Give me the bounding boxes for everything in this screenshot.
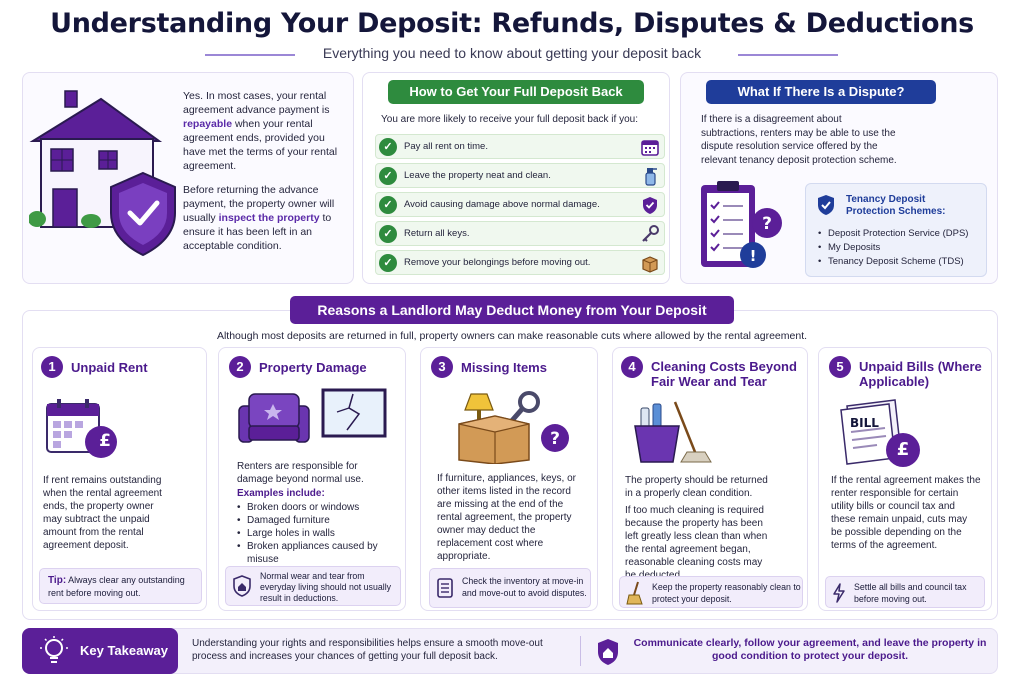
reason-text: If the rental agreement makes the renter responsible for certain utility bills or council tax and these remain unpaid, cuts may be possible depending on the terms of the agreement. (831, 475, 981, 551)
step-number: 4 (621, 356, 643, 378)
bill-label: BILL (850, 416, 879, 430)
list-item: • My Deposits (818, 241, 986, 255)
reason-card-unpaid-rent (32, 347, 207, 611)
tip-box (619, 576, 803, 608)
reasons-heading: Reasons a Landlord May Deduct Money from Your Deposit (290, 296, 734, 324)
schemes-box (805, 183, 987, 277)
step-number: 3 (431, 356, 453, 378)
list-item: • Broken doors or windows (237, 501, 387, 514)
calendar-icon (640, 137, 660, 157)
intro-paragraph-2: Before returning the advance payment, the property owner will usually inspect the property to ensure it has been left in an acceptable condition. (183, 184, 335, 252)
reason-title: Property Damage (259, 360, 367, 375)
tip-text: Keep the property reasonably clean to protect your deposit. (652, 582, 801, 604)
reason-title: Unpaid Bills (Where Applicable) (859, 359, 982, 389)
takeaway-text: Understanding your rights and responsibilities helps ensure a smooth move-out process and increases your chances of getting your full deposit back. (192, 638, 543, 662)
reason-card-missing-items (420, 347, 598, 611)
check-icon: ✓ (379, 167, 397, 185)
tip-text: Always clear any outstanding rent before moving out. (48, 575, 185, 598)
list-item: • Tenancy Deposit Scheme (TDS) (818, 255, 986, 269)
shield-icon (640, 195, 660, 215)
reason-card-unpaid-bills (818, 347, 992, 611)
house-shield-icon (29, 89, 187, 265)
subtitle-divider-right (738, 54, 838, 56)
check-icon: ✓ (379, 254, 397, 272)
takeaway-label: Key Takeaway (80, 643, 168, 658)
check-icon: ✓ (379, 196, 397, 214)
list-item: ✓ Avoid causing damage above normal damage. (375, 192, 665, 217)
dispute-card (680, 72, 998, 284)
dispute-text: If there is a disagreement about subtractions, renters may be able to use the dispute resolution service offered by the relevant tenancy deposit protection scheme. (701, 114, 897, 166)
reason-text: If rent remains outstanding when the rental agreement ends, the property owner may subtract the unpaid amount from the rental agreement deposit. (43, 475, 162, 551)
tip-box (825, 576, 985, 608)
box-icon (640, 253, 660, 273)
list-item: ✓ Pay all rent on time. (375, 134, 665, 159)
list-item: ✓ Return all keys. (375, 221, 665, 246)
tip-box (39, 568, 202, 604)
shield-check-icon (816, 194, 836, 216)
page-subtitle: Everything you need to know about getting your deposit back (322, 45, 702, 61)
key-icon (640, 224, 660, 244)
house-shield-small-icon (232, 575, 252, 597)
tip-box (429, 568, 591, 608)
reason-text: If furniture, appliances, keys, or other items listed in the record are missing at the end of the rental agreement, the property owner may deduct the replacement cost where appropriate. (437, 473, 576, 562)
takeaway-label-box (22, 628, 178, 674)
examples-label: Examples include: (237, 488, 325, 499)
page-title: Understanding Your Deposit: Refunds, Disputes & Deductions (50, 8, 974, 39)
list-item: • Deposit Protection Service (DPS) (818, 227, 986, 241)
check-icon: ✓ (379, 138, 397, 156)
svg-text:!: ! (749, 247, 757, 265)
step-number: 2 (229, 356, 251, 378)
list-item: ✓ Leave the property neat and clean. (375, 163, 665, 188)
schemes-title: Tenancy Deposit Protection Schemes: (846, 194, 946, 217)
step-number: 5 (829, 356, 851, 378)
spray-bottle-icon (640, 166, 660, 186)
reason-text: Renters are responsible for damage beyond normal use. (237, 461, 364, 485)
pound-icon: £ (896, 439, 910, 460)
shield-house-icon (596, 638, 620, 666)
divider (580, 636, 581, 666)
intro-card (22, 72, 354, 284)
list-item: • Large holes in walls (237, 527, 387, 540)
checklist-icon (436, 577, 454, 599)
box-lamp-key-icon (443, 388, 583, 464)
cleaning-bucket-icon (631, 400, 715, 466)
reason-card-property-damage (218, 347, 406, 611)
pound-icon: £ (99, 431, 111, 451)
reason-card-cleaning-costs (612, 347, 808, 611)
list-item: • Damaged furniture (237, 514, 387, 527)
reason-title: Cleaning Costs Beyond Fair Wear and Tear (651, 359, 797, 389)
reason-text: The property should be returned in a properly clean condition. (625, 475, 768, 499)
reasons-lead: Although most deposits are returned in full, property owners can make reasonable cuts where allowed by the rental agreement. (216, 330, 808, 342)
takeaway-highlight: Communicate clearly, follow your agreement, and leave the property in good condition to protect your deposit. (633, 637, 987, 662)
svg-text:?: ? (762, 214, 772, 234)
full-deposit-card (362, 72, 670, 284)
clipboard-question-icon (695, 177, 791, 273)
full-deposit-lead: You are more likely to receive your full deposit back if you: (381, 114, 638, 125)
tip-text: Check the inventory at move-in and move-out to avoid disputes. (462, 576, 587, 598)
tip-box (225, 566, 401, 606)
svg-text:?: ? (550, 429, 560, 449)
damaged-furniture-window-icon (235, 388, 395, 454)
dispute-heading: What If There Is a Dispute? (706, 80, 936, 104)
bill-pound-icon (837, 398, 933, 470)
list-item: • Broken appliances caused by misuse (237, 540, 387, 566)
tip-text: Settle all bills and council tax before moving out. (854, 582, 967, 604)
check-icon: ✓ (379, 225, 397, 243)
reason-title: Missing Items (461, 360, 547, 375)
reason-title: Unpaid Rent (71, 360, 148, 375)
full-deposit-heading: How to Get Your Full Deposit Back (388, 80, 644, 104)
broom-icon (626, 581, 644, 605)
lightbulb-icon (40, 636, 68, 668)
tip-text: Normal wear and tear from everyday living should not usually result in deductions. (260, 571, 392, 603)
reason-text-2: If too much cleaning is required because the property has been left greatly less clean than when the rental agreement began, reasonable cleaning costs may (625, 505, 768, 568)
list-item: ✓ Remove your belongings before moving out. (375, 250, 665, 275)
lightning-icon (832, 583, 846, 603)
intro-paragraph-1: Yes. In most cases, your rental agreement advance payment is repayable when your rental agreement ends, provided you have met the terms of your rental agreement. (183, 90, 338, 172)
tip-label: Tip: (48, 575, 67, 586)
step-number: 1 (41, 356, 63, 378)
